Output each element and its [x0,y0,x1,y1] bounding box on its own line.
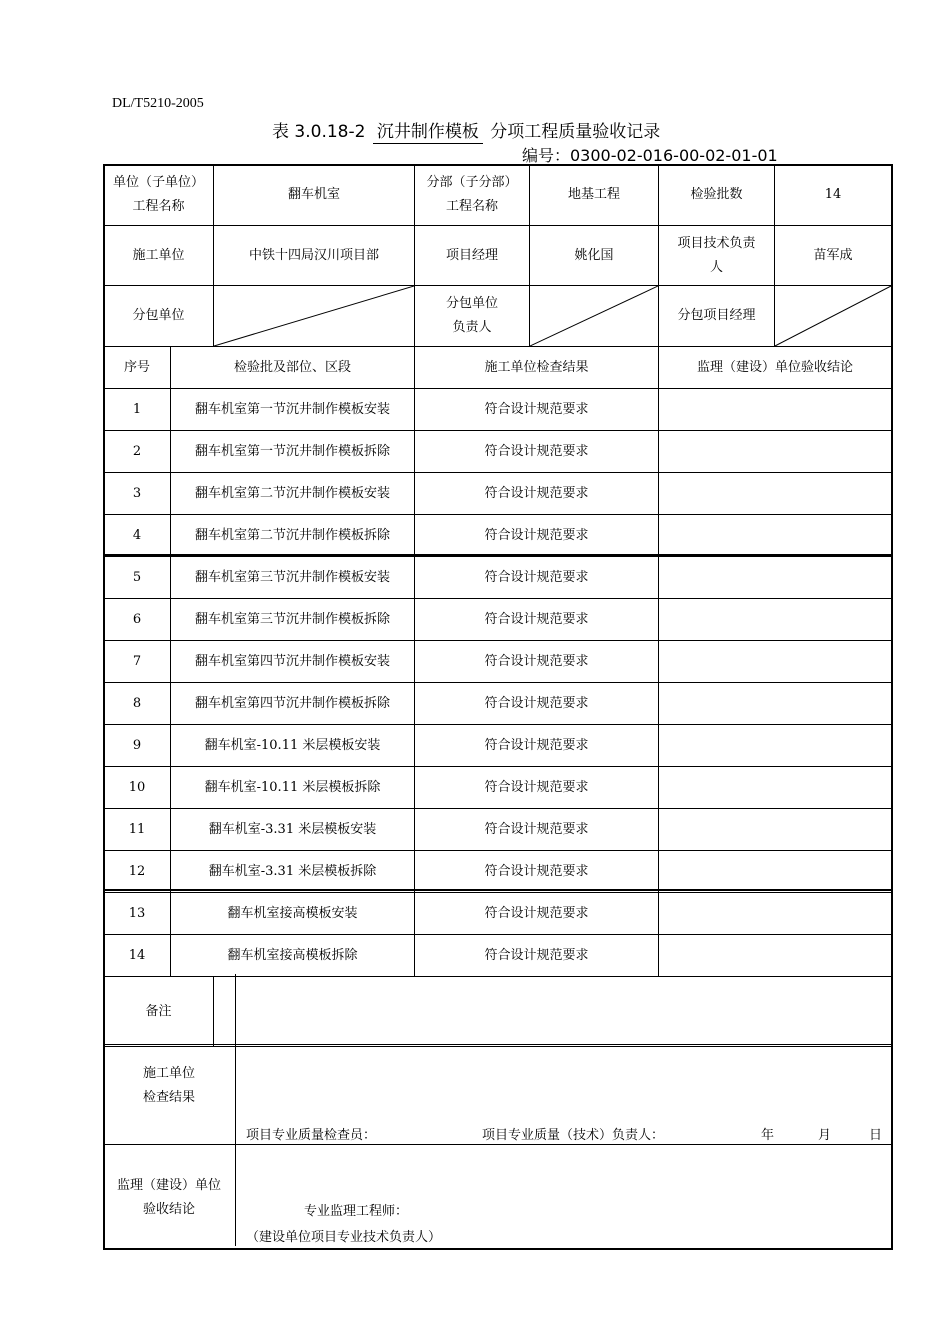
batch-count-label: 检验批数 [659,165,775,226]
project-manager-label: 项目经理 [415,226,530,286]
title-item: 沉井制作模板 [373,117,483,144]
acceptance-table [103,164,892,1047]
row-result: 符合设计规范要求 [415,809,659,851]
row-batch: 翻车机室第三节沉井制作模板拆除 [171,599,415,641]
row-conclusion [659,935,892,977]
date-day-label: 日 [869,1128,883,1143]
row-no: 9 [104,725,171,767]
subcontract-pm-value [775,286,892,347]
signature-divider [235,974,236,1246]
form-code: 编号：0300-02-016-00-02-01-01 [522,146,778,165]
info-row-construction [104,226,892,286]
table-row [104,473,892,515]
row-conclusion [659,725,892,767]
row-result: 符合设计规范要求 [415,935,659,977]
row-no: 8 [104,683,171,725]
construction-unit-label: 施工单位 [104,226,214,286]
row-batch: 翻车机室接高模板拆除 [171,935,415,977]
row-batch: 翻车机室第二节沉井制作模板安装 [171,473,415,515]
row-result: 符合设计规范要求 [415,641,659,683]
quality-inspector-label: 项目专业质量检查员： [246,1128,377,1143]
row-result: 符合设计规范要求 [415,599,659,641]
blank-slash [530,286,658,346]
row-conclusion [659,851,892,893]
batch-count-value: 14 [775,165,892,226]
table-row [104,389,892,431]
table-row [104,599,892,641]
row-conclusion [659,389,892,431]
form-title [272,117,660,144]
row-batch: 翻车机室-3.31 米层模板拆除 [171,851,415,893]
sub-project-value: 地基工程 [530,165,659,226]
row-conclusion [659,599,892,641]
table-row [104,809,892,851]
row-result: 符合设计规范要求 [415,893,659,935]
subcontract-lead-label: 分包单位 负责人 [415,286,530,347]
table-row [104,725,892,767]
row-batch: 翻车机室第三节沉井制作模板安装 [171,557,415,599]
row-conclusion [659,893,892,935]
table-row [104,515,892,557]
group-divider-1 [103,554,891,556]
tech-lead-label: 项目技术负责 人 [659,226,775,286]
row-result: 符合设计规范要求 [415,557,659,599]
row-batch: 翻车机室第四节沉井制作模板拆除 [171,683,415,725]
subcontract-lead-value [530,286,659,347]
row-no: 12 [104,851,171,893]
row-conclusion [659,683,892,725]
row-result: 符合设计规范要求 [415,473,659,515]
subcontract-unit-value [214,286,415,347]
group-divider-2 [103,889,891,891]
row-result: 符合设计规范要求 [415,389,659,431]
row-batch: 翻车机室第一节沉井制作模板安装 [171,389,415,431]
remarks-label: 备注 [104,977,214,1047]
row-result: 符合设计规范要求 [415,683,659,725]
row-no: 6 [104,599,171,641]
info-row-subcontract [104,286,892,347]
row-no: 4 [104,515,171,557]
subcontract-unit-label: 分包单位 [104,286,214,347]
table-row [104,557,892,599]
project-manager-value: 姚化国 [530,226,659,286]
owner-tech-lead-note: （建设单位项目专业技术负责人） [246,1230,442,1245]
row-conclusion [659,809,892,851]
row-conclusion [659,515,892,557]
date-month-label: 月 [818,1128,832,1143]
tech-lead-value: 苗军成 [775,226,892,286]
supervising-engineer-label: 专业监理工程师： [304,1204,409,1219]
title-prefix: 表 3.0.18-2 [272,122,366,142]
row-no: 5 [104,557,171,599]
row-no: 2 [104,431,171,473]
standard-number: DL/T5210-2005 [112,96,204,111]
row-batch: 翻车机室第二节沉井制作模板拆除 [171,515,415,557]
column-header-row [104,347,892,389]
row-result: 符合设计规范要求 [415,431,659,473]
date-year-label: 年 [761,1128,775,1143]
row-conclusion [659,557,892,599]
row-batch: 翻车机室第四节沉井制作模板安装 [171,641,415,683]
table-row [104,641,892,683]
row-conclusion [659,641,892,683]
col-header-batch: 检验批及部位、区段 [171,347,415,389]
construction-unit-value: 中铁十四局汉川项目部 [214,226,415,286]
signature-rule-2 [103,1144,891,1145]
table-row [104,431,892,473]
subcontract-pm-label: 分包项目经理 [659,286,775,347]
table-row [104,683,892,725]
supervision-label: 监理（建设）单位 验收结论 [116,1178,221,1217]
table-row [104,893,892,935]
col-header-result: 施工单位检查结果 [415,347,659,389]
unit-value: 翻车机室 [214,165,415,226]
blank-slash [775,286,891,346]
table-row [104,767,892,809]
unit-label: 单位（子单位） 工程名称 [104,165,214,226]
table-row [104,935,892,977]
row-conclusion [659,431,892,473]
sub-project-label: 分部（子分部） 工程名称 [415,165,530,226]
blank-slash [214,286,414,346]
row-no: 3 [104,473,171,515]
row-no: 10 [104,767,171,809]
row-no: 7 [104,641,171,683]
row-batch: 翻车机室第一节沉井制作模板拆除 [171,431,415,473]
row-conclusion [659,767,892,809]
row-conclusion [659,473,892,515]
row-no: 13 [104,893,171,935]
title-suffix: 分项工程质量验收记录 [490,122,661,142]
row-batch: 翻车机室-10.11 米层模板拆除 [171,767,415,809]
row-no: 11 [104,809,171,851]
row-no: 1 [104,389,171,431]
row-result: 符合设计规范要求 [415,851,659,893]
quality-tech-lead-label: 项目专业质量（技术）负责人： [482,1128,665,1143]
row-no: 14 [104,935,171,977]
row-batch: 翻车机室接高模板安装 [171,893,415,935]
table-row [104,851,892,893]
construction-check-label: 施工单位 检查结果 [142,1066,195,1105]
col-header-conclusion: 监理（建设）单位验收结论 [659,347,892,389]
row-result: 符合设计规范要求 [415,515,659,557]
col-header-no: 序号 [104,347,171,389]
info-row-unit [104,165,892,226]
signature-rule-1 [103,1044,891,1045]
row-batch: 翻车机室-10.11 米层模板安装 [171,725,415,767]
row-batch: 翻车机室-3.31 米层模板安装 [171,809,415,851]
row-result: 符合设计规范要求 [415,725,659,767]
row-result: 符合设计规范要求 [415,767,659,809]
